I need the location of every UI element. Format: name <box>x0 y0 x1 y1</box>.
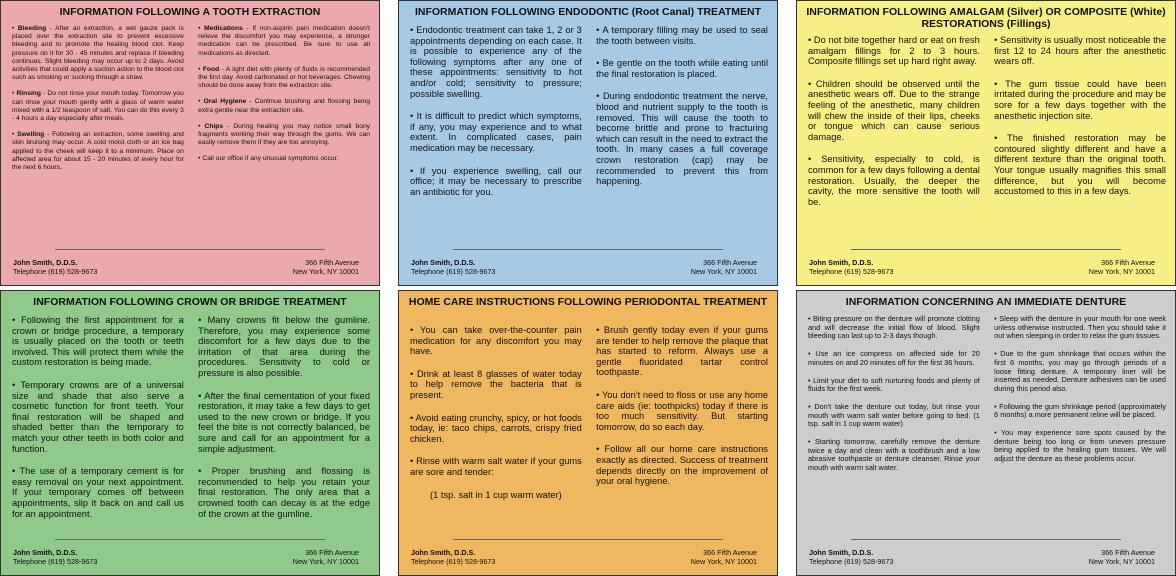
paragraph-text: (1 tsp. salt in 1 cup warm water) <box>430 489 562 500</box>
footer-address <box>691 258 757 277</box>
paragraph <box>198 66 370 91</box>
paragraph-text: Endodontic treatment can take 1, 2 or 3 appointments depending on each case. It is possible to experience any of the following symptoms after any one of these appointments: sensitivity to hot and/or cold; sensitivity to pressure; possible swelling. <box>410 25 582 99</box>
paragraph-text: The gum tissue could have been irritated during the procedure and may be sore for a few days together with the anesthetic injection site. <box>994 78 1166 121</box>
paragraph-text: Do not bite together hard or eat on fresh amalgam fillings for 2 to 3 hours. Composite fillings set up hard right away. <box>808 35 980 67</box>
card-body <box>12 25 370 241</box>
paragraph-heading: Bleeding <box>17 25 47 32</box>
bullet-icon: • <box>198 25 205 32</box>
bullet-icon: • <box>12 131 18 139</box>
paragraph <box>808 403 980 429</box>
bullet-icon: • <box>12 315 21 325</box>
card-crown-bridge <box>0 290 380 576</box>
paragraph-text: Following the gum shrinkage period (approximately 6 months) a more permanent reline will be placed. <box>994 401 1166 420</box>
doctor-name: John Smith, D.D.S. <box>809 258 874 267</box>
card-title: INFORMATION FOLLOWING CROWN OR BRIDGE TREATMENT <box>33 296 347 308</box>
right-column <box>994 315 1166 531</box>
paragraph-heading: Swelling <box>17 131 45 139</box>
paragraph <box>994 35 1166 67</box>
paragraph <box>596 390 768 432</box>
left-column <box>410 325 582 541</box>
paragraph <box>198 155 370 163</box>
bullet-icon: • <box>808 154 822 165</box>
paragraph <box>410 111 582 153</box>
paragraph-text: - During healing you may notice small bony fragments working their way through the gums. We can easily remove them if they are too annoying. <box>198 122 371 147</box>
paragraph <box>808 79 980 143</box>
bullet-icon: • <box>808 401 815 411</box>
bullet-icon: • <box>410 165 420 176</box>
paragraph-heading: Rinsing <box>16 90 41 98</box>
paragraph-text: Avoid eating crunchy, spicy, or hot foods today, ie: taco chips, carrots, crispy fried chicken. <box>410 412 582 444</box>
bullet-icon: • <box>410 25 417 35</box>
paragraph <box>12 25 184 82</box>
bullet-icon: • <box>12 25 18 32</box>
paragraph-text: Sleep with the denture in your mouth for one week unless otherwise instructed. Then you should take it out when sleeping in order to relax the gum tissues. <box>994 314 1166 341</box>
phone: Telephone (619) 528-9673 <box>411 557 496 567</box>
footer-address <box>293 258 359 277</box>
right-column <box>198 25 370 241</box>
bullet-icon: • <box>410 368 417 379</box>
bullet-icon: • <box>808 314 814 323</box>
paragraph <box>198 25 370 58</box>
footer-contact <box>809 548 893 567</box>
bullet-icon: • <box>596 389 602 400</box>
paragraph <box>994 350 1166 394</box>
footer-contact <box>809 258 893 277</box>
card-body <box>410 325 768 541</box>
card-title: HOME CARE INSTRUCTIONS FOLLOWING PERIODONTAL TREATMENT <box>408 296 768 308</box>
paragraph-text: Rinse with warm salt water if your gums are sore and tender: <box>410 456 582 477</box>
paragraph <box>808 315 980 341</box>
paragraph <box>12 90 184 123</box>
paragraph-text: Temporary crowns are of a universal size and shade that also serve a cosmetic function for front teeth. Your final restoration will be shaped and shaded better than the temporary to match your other teeth in both color and function. <box>12 379 184 454</box>
paragraph <box>994 429 1166 464</box>
bullet-icon: • <box>596 58 603 69</box>
bullet-icon: • <box>994 78 1006 89</box>
paragraph-text: If you experience swelling, call our office; it may be necessary to prescribe an antibiotic for you. <box>410 165 582 197</box>
paragraph-text: A temporary filling may be used to seal the tooth between visits. <box>596 25 768 46</box>
paragraph <box>808 154 980 207</box>
paragraph <box>596 91 768 186</box>
bullet-icon: • <box>596 25 603 35</box>
bullet-icon: • <box>808 35 814 45</box>
bullet-icon: • <box>198 122 205 130</box>
card-endodontic <box>398 0 778 286</box>
card-body <box>12 315 370 531</box>
paragraph <box>596 25 768 46</box>
phone: Telephone (619) 528-9673 <box>13 557 98 567</box>
bullet-icon: • <box>596 444 605 455</box>
paragraph-text: Children should be observed until the anesthetic wears off. Due to the strange feeling of the anesthetic, many children will chew the inside of their lips, cheeks or tongue which can cause serious damage. <box>808 78 980 142</box>
footer-address <box>1089 258 1155 277</box>
bullet-icon: • <box>12 379 21 390</box>
bullet-icon: • <box>994 133 1008 144</box>
paragraph <box>12 315 184 368</box>
bullet-icon: • <box>410 111 417 122</box>
paragraph <box>12 131 184 172</box>
paragraph <box>410 490 582 501</box>
city: New York, NY 10001 <box>1088 267 1155 277</box>
paragraph <box>596 58 768 79</box>
paragraph-text: The finished restoration may be contoured slightly different and have a different texture than the original tooth. Your tongue usually magnifies this small difference, but you will become accustomed to this in a few days. <box>994 133 1166 197</box>
paragraph <box>198 466 370 519</box>
paragraph-text: Starting tomorrow, carefully remove the denture twice a day and clean with a toothbrush and a low abrasive toothpaste or denture cleanser. Rinse your mouth with warm salt water. <box>808 437 980 473</box>
paragraph <box>198 123 370 148</box>
footer-address <box>691 548 757 567</box>
paragraph-text: During endodontic treatment the nerve, blood and nutrient supply to the tooth is removed. This will cause the tooth to become brittle and prone to fracturing which can result in the need to extract the tooth. In many cases a full coverage crown restoration (cap) may be recommended to prevent this from happening. <box>596 91 768 187</box>
paragraph-text: - Do not rinse your mouth today. Tomorrow you can rinse your mouth gently with a glass of warm water mixed with a 1/2 teaspoon of salt. You can do this every 3 - 4 hours a day especially after meals. <box>12 90 184 123</box>
paragraph-text: Sensitivity, especially to cold, is common for a few days following a dental restoration. Usually, the deeper the cavity, the more sensitive the tooth will be. <box>808 154 980 207</box>
bullet-icon: • <box>808 78 816 89</box>
right-column <box>596 325 768 541</box>
paragraph <box>808 377 980 394</box>
paragraph <box>12 466 184 519</box>
paragraph-text: Sensitivity is usually most noticeable the first 12 to 24 hours after the anesthetic wears off. <box>994 35 1166 67</box>
paragraph-heading: Oral Hygiene <box>203 98 247 106</box>
paragraph <box>12 380 184 454</box>
bullet-icon: • <box>808 375 814 385</box>
paragraph-text: - After an extraction, a wet gauze pack is placed over the extraction site to prevent excessive bleeding and to promote the healing blood clot. Keep pressure on it for 30 - 45 minutes and replace if bleeding continues. Slight bleeding may occur up to 2 days. Avoid activities that could apply a suction action to the blood clot such as smoking or sucking through a straw. <box>12 25 184 82</box>
paragraph-text: Following the first appointment for a crown or bridge procedure, a temporary is usually placed on the tooth or teeth involved. This will protect them while the custom restoration is being made. <box>12 315 184 368</box>
card-title: INFORMATION FOLLOWING A TOOTH EXTRACTION <box>59 6 321 18</box>
paragraph <box>994 133 1166 197</box>
paragraph-text: Brush gently today even if your gums are tender to help remove the plaque that has started to reform. Always use a gentle fluoridated tartar control toothpaste. <box>596 325 768 378</box>
paragraph <box>596 325 768 378</box>
paragraph <box>410 25 582 99</box>
left-column <box>12 315 184 531</box>
street: 366 Fifth Avenue <box>703 258 757 267</box>
left-column <box>808 35 980 251</box>
paragraph <box>198 391 370 455</box>
paragraph <box>410 456 582 477</box>
paragraph-heading: Medications <box>204 25 243 32</box>
left-column <box>808 315 980 531</box>
bullet-icon: • <box>994 314 1000 323</box>
doctor-name: John Smith, D.D.S. <box>13 548 78 557</box>
divider <box>851 539 1121 540</box>
bullet-icon: • <box>12 90 17 98</box>
card-title: INFORMATION FOLLOWING AMALGAM (Silver) OR COMPOSITE (White) RESTORATIONS (Fillings) <box>806 6 1166 30</box>
city: New York, NY 10001 <box>690 267 757 277</box>
bullet-icon: • <box>410 325 421 335</box>
bullet-icon: • <box>994 428 1001 438</box>
street: 366 Fifth Avenue <box>703 548 757 557</box>
paragraph-text: You can take over-the-counter pain medication for any discomfort you may have. <box>410 325 582 357</box>
paragraph <box>808 35 980 67</box>
paragraph-text: Due to the gum shrinkage that occurs within the first 6 months, you may go through periods of a loose fitting denture. A temporary liner will be inserted as needed. Denture adhesives can be used during this period also. <box>994 349 1166 393</box>
phone: Telephone (619) 528-9673 <box>809 557 894 567</box>
paragraph-text: After the final cementation of your fixed restoration, it may take a few days to get used to the new crown or bridge. If you feel the bite is not correctly balanced, be sure and call for an appointment for a simple adjustment. <box>198 390 370 454</box>
footer-contact <box>13 258 97 277</box>
right-column <box>596 25 768 241</box>
bullet-icon: • <box>808 437 815 447</box>
paragraph-text: Drink at least 8 glasses of water today to help remove the bacteria that is present. <box>410 368 582 400</box>
paragraph <box>994 315 1166 341</box>
bullet-icon: • <box>596 91 603 102</box>
card-fillings <box>796 0 1176 286</box>
card-body <box>808 315 1166 531</box>
divider <box>851 249 1121 250</box>
footer-address <box>1089 548 1155 567</box>
bullet-icon: • <box>808 349 816 359</box>
paragraph-text: The use of a temporary cement is for easy removal on your next appointment. If your temporary comes off between appointments, slip it back on and call us for an appointment. <box>12 466 184 519</box>
doctor-name: John Smith, D.D.S. <box>13 258 78 267</box>
paragraph-text: You may experience sore spots caused by the denture being too long or from uneven pressure being applied to the healing gum tissues. We will adjust the denture as these problems occur. <box>994 428 1166 464</box>
footer-contact <box>411 258 495 277</box>
paragraph <box>808 350 980 367</box>
city: New York, NY 10001 <box>292 267 359 277</box>
paragraph-text: Call our office if any unusual symptoms occur. <box>202 155 339 163</box>
paragraph-text: - A light diet with plenty of fluids is recommended the first day. Avoid carbonated or hot beverages. Chewing should be done away from the extraction site. <box>198 65 370 90</box>
paragraph <box>596 444 768 486</box>
street: 366 Fifth Avenue <box>1101 258 1155 267</box>
doctor-name: John Smith, D.D.S. <box>809 548 874 557</box>
paragraph-text: Biting pressure on the denture will promote clotting and will decrease the initial flow of blood. Slight bleeding can last up to 2-3 days though. <box>808 314 980 341</box>
paragraph-text: Use an ice compress on affected side for 20 minutes on and 20 minutes off for the first 36 hours. <box>808 349 980 367</box>
paragraph <box>410 325 582 357</box>
paragraph <box>994 79 1166 121</box>
paragraph-text: Don't take the denture out today, but rinse your mouth with warm salt water before going to bed. (1 tsp. salt in 1 cup warm water) <box>808 401 980 429</box>
bullet-icon: • <box>994 401 1000 411</box>
doctor-name: John Smith, D.D.S. <box>411 258 476 267</box>
paragraph-heading: Food <box>202 65 220 73</box>
bullet-icon: • <box>410 412 416 423</box>
bullet-icon: • <box>12 466 20 477</box>
divider <box>55 249 325 250</box>
bullet-icon: • <box>198 65 203 73</box>
right-column <box>198 315 370 531</box>
footer-address <box>293 548 359 567</box>
paragraph-text: You don't need to floss or use any home care aids (ie: toothpicks) today if there is too much sensitivity. But starting tomorrow, do so each day. <box>596 389 769 432</box>
paragraph <box>994 403 1166 420</box>
divider <box>453 249 723 250</box>
card-periodontal <box>398 290 778 576</box>
bullet-icon: • <box>994 349 1001 359</box>
bullet-icon: • <box>410 456 417 467</box>
bullet-icon: • <box>198 155 203 163</box>
paragraph-text: - Following an extraction, some swelling and skin bruising may occur. A cold moist cloth or an ice bag applied to the cheek will keep it to a minimum. Place on affected area for about 15 - 20 minutes of every hour for the next 6 hours. <box>12 131 184 172</box>
paragraph-text: - If non-aspirin pain medication doesn't relieve the discomfort you may experience, a stronger medication can be prescribed. Be sure to use all medications as directed. <box>198 25 371 57</box>
paragraph <box>410 413 582 445</box>
doctor-name: John Smith, D.D.S. <box>411 548 476 557</box>
paragraph-text: - Continue brushing and flossing being extra gentle near the extraction site. <box>198 98 370 114</box>
paragraph <box>198 98 370 114</box>
paragraph-text: It is difficult to predict which symptoms, if any, you may experience and to what extent. In complicated cases, pain medication may be necessary. <box>410 111 582 153</box>
phone: Telephone (619) 528-9673 <box>13 267 98 277</box>
paragraph-text: Limit your diet to soft nurturing foods and plenty of fluids for the first week. <box>808 375 980 394</box>
paragraph-text: Follow all our home care instructions exactly as directed. Success of treatment depends directly on the improvement of your oral hygiene. <box>596 444 768 487</box>
footer-contact <box>411 548 495 567</box>
card-title: INFORMATION FOLLOWING ENDODONTIC (Root Canal) TREATMENT <box>414 6 762 18</box>
bullet-icon: • <box>596 325 604 335</box>
left-column <box>12 25 184 241</box>
divider <box>453 539 723 540</box>
paragraph <box>198 315 370 379</box>
paragraph-text: Many crowns fit below the gumline. Therefore, you may experience some discomfort for a few days due to the irritation of that area during the procedures. Sensitivity to cold or pressure is also possible. <box>198 315 370 378</box>
phone: Telephone (619) 528-9673 <box>411 267 496 277</box>
right-column <box>994 35 1166 251</box>
card-tooth-extraction <box>0 0 380 286</box>
left-column <box>410 25 582 241</box>
card-immediate-denture <box>796 290 1176 576</box>
paragraph <box>808 438 980 473</box>
city: New York, NY 10001 <box>1088 557 1155 567</box>
street: 366 Fifth Avenue <box>305 548 359 557</box>
street: 366 Fifth Avenue <box>1101 548 1155 557</box>
card-body <box>808 35 1166 251</box>
paragraph-heading: Chips <box>204 122 224 130</box>
bullet-icon: • <box>198 315 208 325</box>
city: New York, NY 10001 <box>292 557 359 567</box>
card-body <box>410 25 768 241</box>
bullet-icon: • <box>994 35 1001 45</box>
bullet-icon: • <box>198 98 204 106</box>
divider <box>55 539 325 540</box>
paragraph <box>410 166 582 198</box>
card-title: INFORMATION CONCERNING AN IMMEDIATE DENTURE <box>845 296 1127 308</box>
phone: Telephone (619) 528-9673 <box>809 267 894 277</box>
paragraph-text: Be gentle on the tooth while eating until the final restoration is placed. <box>596 58 769 79</box>
footer-contact <box>13 548 97 567</box>
paragraph <box>410 369 582 401</box>
paragraph-text: Proper brushing and flossing is recommended to help you retain your final restoration. The only area that a crowned tooth can decay is at the edge of the crown at the gumline. <box>198 466 370 519</box>
bullet-icon: • <box>198 466 212 477</box>
city: New York, NY 10001 <box>690 557 757 567</box>
bullet-icon: • <box>198 390 205 401</box>
street: 366 Fifth Avenue <box>305 258 359 267</box>
